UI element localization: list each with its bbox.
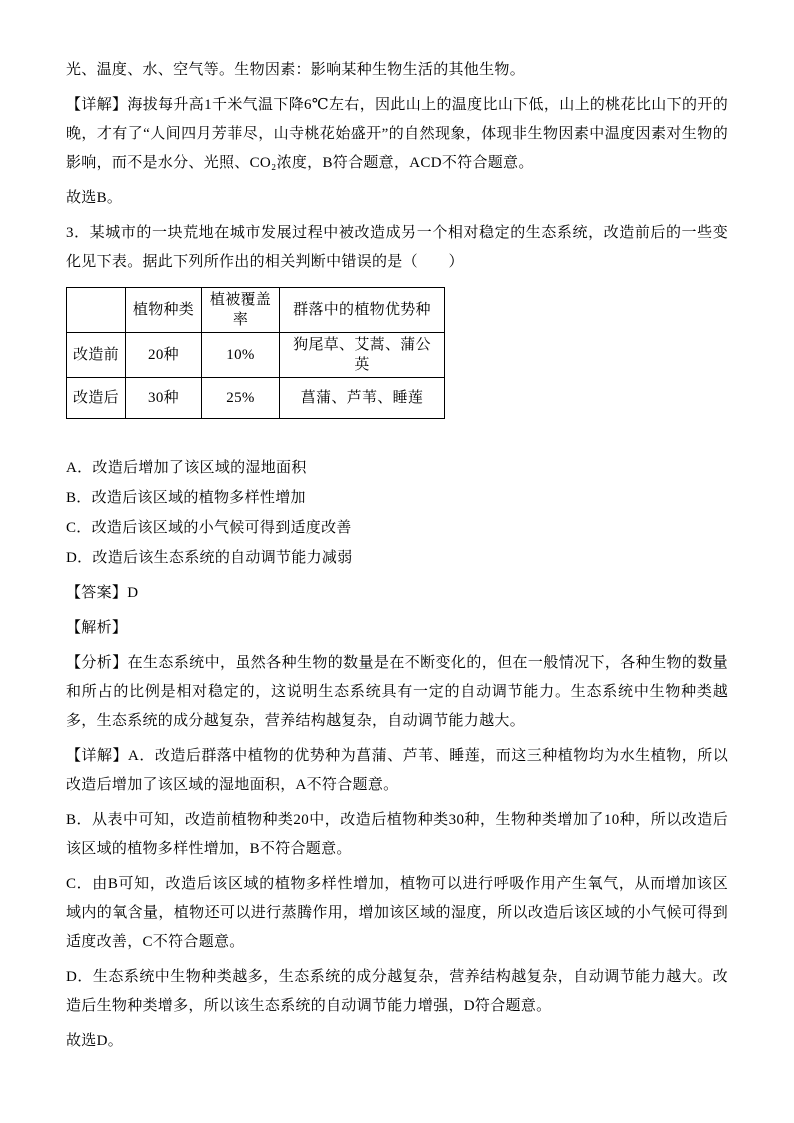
table-cell: 30种	[126, 378, 202, 419]
detail-paragraph-c	[66, 870, 728, 957]
detail-label: 【详解】	[66, 97, 128, 113]
table-header-row	[67, 288, 445, 333]
comparison-table	[66, 287, 445, 419]
table-cell: 25%	[202, 378, 280, 419]
paragraph-detail-q2	[66, 91, 728, 178]
table-header-cell-coverage: 植被覆盖率	[202, 288, 280, 333]
option-a: A．改造后增加了该区域的湿地面积	[66, 460, 307, 476]
detail-label: 【详解】	[66, 748, 128, 764]
paragraph-text: 海拔每升高1千米气温下降6℃左右，因此山上的温度比山下低，山上的桃花比山下的开的晚，才有了“人间四月芳菲尽，山寺桃花始盛开”的自然现象，体现非生物因素中温度因素对生物的影响，而不是水分、光照、CO₂浓度，B符合题意，ACD不符合题意。	[66, 97, 728, 171]
paragraph-text: 故选D。	[66, 1033, 124, 1049]
table-cell: 菖蒲、芦苇、睡莲	[280, 378, 445, 419]
paragraph-text: C．由B可知，改造后该区域的植物多样性增加，植物可以进行呼吸作用产生氧气，从而增加该区域内的氧含量，植物还可以进行蒸腾作用，增加该区域的湿度，所以改造后该区域的小气候可得到适度改善，C不符合题意。	[66, 876, 728, 950]
answer-line	[66, 579, 728, 608]
answer-value: D	[127, 585, 139, 601]
table-header-cell-empty	[67, 288, 126, 333]
option-b: B．改造后该区域的植物多样性增加	[66, 490, 306, 506]
analysis-paragraph	[66, 649, 728, 736]
paragraph-text: B．从表中可知，改造前植物种类20中，改造后植物种类30种，生物种类增加了10种，所以改造后该区域的植物多样性增加，B不符合题意。	[66, 812, 728, 857]
detail-paragraph-a	[66, 742, 728, 800]
paragraph-biotic-factors	[66, 56, 728, 85]
analysis-header	[66, 614, 728, 643]
answer-label: 【答案】	[66, 585, 128, 601]
options-list	[66, 453, 728, 573]
option-c: C．改造后该区域的小气候可得到适度改善	[66, 520, 352, 536]
table-cell: 改造后	[67, 378, 126, 419]
table-row-before	[67, 333, 445, 378]
question-3-stem	[66, 219, 728, 277]
table-header-cell-species: 植物种类	[126, 288, 202, 333]
table-header-cell-dominant: 群落中的植物优势种	[280, 288, 445, 333]
paragraph-text: 在生态系统中，虽然各种生物的数量是在不断变化的，但在一般情况下，各种生物的数量和所占的比例是相对稳定的，这说明生态系统具有一定的自动调节能力。生态系统中生物种类越多，生态系统的成分越复杂，营养结构越复杂，自动调节能力越大。	[66, 655, 728, 729]
paragraph-text: D．生态系统中生物种类越多，生态系统的成分越复杂，营养结构越复杂，自动调节能力越大。改造后生物种类增多，所以该生态系统的自动调节能力增强，D符合题意。	[66, 969, 728, 1014]
option-d: D．改造后该生态系统的自动调节能力减弱	[66, 550, 353, 566]
paragraph-text: 光、温度、水、空气等。生物因素：影响某种生物生活的其他生物。	[66, 62, 526, 78]
table-cell: 20种	[126, 333, 202, 378]
analysis-label: 【分析】	[66, 655, 128, 671]
table-cell: 10%	[202, 333, 280, 378]
table-row-after	[67, 378, 445, 419]
paragraph-text: A．改造后群落中植物的优势种为菖蒲、芦苇、睡莲，而这三种植物均为水生植物，所以改造后增加了该区域的湿地面积，A不符合题意。	[66, 748, 729, 793]
paragraph-answer-choice-b	[66, 184, 728, 213]
paragraph-text: 3．某城市的一块荒地在城市发展过程中被改造成另一个相对稳定的生态系统，改造前后的一些变化见下表。据此下列所作出的相关判断中错误的是（ ）	[66, 225, 728, 270]
final-answer-line	[66, 1027, 728, 1056]
detail-paragraph-b	[66, 806, 728, 864]
table-cell: 狗尾草、艾蒿、蒲公英	[280, 333, 445, 378]
analysis-header-label: 【解析】	[66, 620, 128, 636]
paragraph-text: 故选B。	[66, 190, 123, 206]
table-cell: 改造前	[67, 333, 126, 378]
detail-paragraph-d	[66, 963, 728, 1021]
